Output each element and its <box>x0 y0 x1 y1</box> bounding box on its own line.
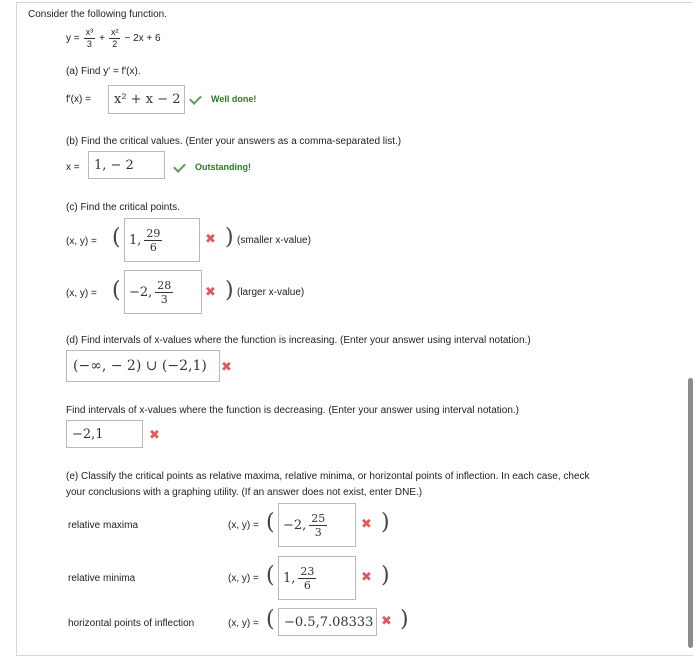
critical-point-smaller-field[interactable]: 1, $\frac{29}{6}$ <box>124 218 200 262</box>
part-a-label: f′(x) = <box>66 94 91 105</box>
part-d-increasing-prompt: (d) Find intervals of x-values where the function is increasing. (Enter your answer using interval notation.) <box>66 335 531 346</box>
fraction: $\frac{29}{6}$ <box>146 226 161 254</box>
part-d-decreasing-prompt: Find intervals of x-values where the function is decreasing. (Enter your answer using interval notation.) <box>66 405 520 416</box>
open-paren: ( <box>112 225 121 250</box>
relative-maxima-label: relative maxima <box>68 520 139 531</box>
max-xy-label: (x, y) = <box>228 520 259 531</box>
fraction: $\frac{23}{6}$ <box>300 564 315 592</box>
increasing-interval-field[interactable]: (−∞, − 2) ∪ (−2,1) <box>66 350 220 382</box>
critical-point-1-label: (x, y) = <box>66 236 97 247</box>
incorrect-x-icon: ✖ <box>361 517 372 532</box>
horizontal-inflection-field[interactable]: −0.5,7.08333 <box>278 608 377 636</box>
close-paren: ) <box>225 225 234 250</box>
close-paren: ) <box>225 278 234 303</box>
min-xy-label: (x, y) = <box>228 573 259 584</box>
part-b-prompt: (b) Find the critical values. (Enter your answers as a comma-separated list.) <box>66 136 402 147</box>
close-paren: ) <box>400 607 409 632</box>
feedback-outstanding: Outstanding! <box>195 162 251 172</box>
critical-point-2-label: (x, y) = <box>66 288 97 299</box>
relative-maxima-field[interactable]: −2, $\frac{25}{3}$ <box>278 503 356 547</box>
part-e-prompt-line2: your conclusions with a graphing utility. (If an answer does not exist, enter DNE.) <box>66 487 423 498</box>
open-paren: ( <box>266 607 275 632</box>
y-equals: y = <box>66 33 80 44</box>
open-paren: ( <box>266 563 275 588</box>
part-c-prompt: (c) Find the critical points. <box>66 202 180 213</box>
critical-values-field[interactable]: 1, − 2 <box>88 151 165 179</box>
part-a-prompt: (a) Find y′ = f′(x). <box>66 66 141 77</box>
horizontal-inflection-label: horizontal points of inflection <box>68 618 195 629</box>
incorrect-x-icon: ✖ <box>205 285 216 300</box>
function-definition: y = $\frac{\text{x³}}{3}$ + $\frac{\text{x²}}{2}$ − 2x + 6 <box>66 27 161 49</box>
feedback-well-done: Well done! <box>211 94 257 104</box>
decreasing-interval-field[interactable]: −2,1 <box>66 420 143 448</box>
incorrect-x-icon: ✖ <box>221 360 232 375</box>
close-paren: ) <box>381 563 390 588</box>
relative-minima-label: relative minima <box>68 573 136 584</box>
inflection-xy-label: (x, y) = <box>228 618 259 629</box>
close-paren: ) <box>381 510 390 535</box>
derivative-answer-field[interactable]: x² + x − 2 <box>108 85 185 114</box>
incorrect-x-icon: ✖ <box>205 232 216 247</box>
part-b-label: x = <box>66 162 80 173</box>
smaller-x-note: (smaller x-value) <box>237 235 311 246</box>
term-x-cubed-over-3: $\frac{\text{x³}}{3}$ <box>85 27 94 49</box>
incorrect-x-icon: ✖ <box>361 570 372 585</box>
relative-minima-field[interactable]: 1, $\frac{23}{6}$ <box>278 556 356 600</box>
incorrect-x-icon: ✖ <box>381 614 392 629</box>
larger-x-note: (larger x-value) <box>237 287 305 298</box>
vertical-scrollbar[interactable] <box>688 378 693 648</box>
open-paren: ( <box>266 510 275 535</box>
fraction: $\frac{28}{3}$ <box>157 278 172 306</box>
part-e-prompt-line1: (e) Classify the critical points as relative maxima, relative minima, or horizontal points of inflection. In each case, check <box>66 471 590 482</box>
critical-point-larger-field[interactable]: −2, $\frac{28}{3}$ <box>124 270 202 314</box>
fraction: $\frac{25}{3}$ <box>311 511 326 539</box>
incorrect-x-icon: ✖ <box>149 428 160 443</box>
intro-text: Consider the following function. <box>28 9 167 20</box>
term-x-squared-over-2: $\frac{\text{x²}}{2}$ <box>110 27 119 49</box>
open-paren: ( <box>112 278 121 303</box>
